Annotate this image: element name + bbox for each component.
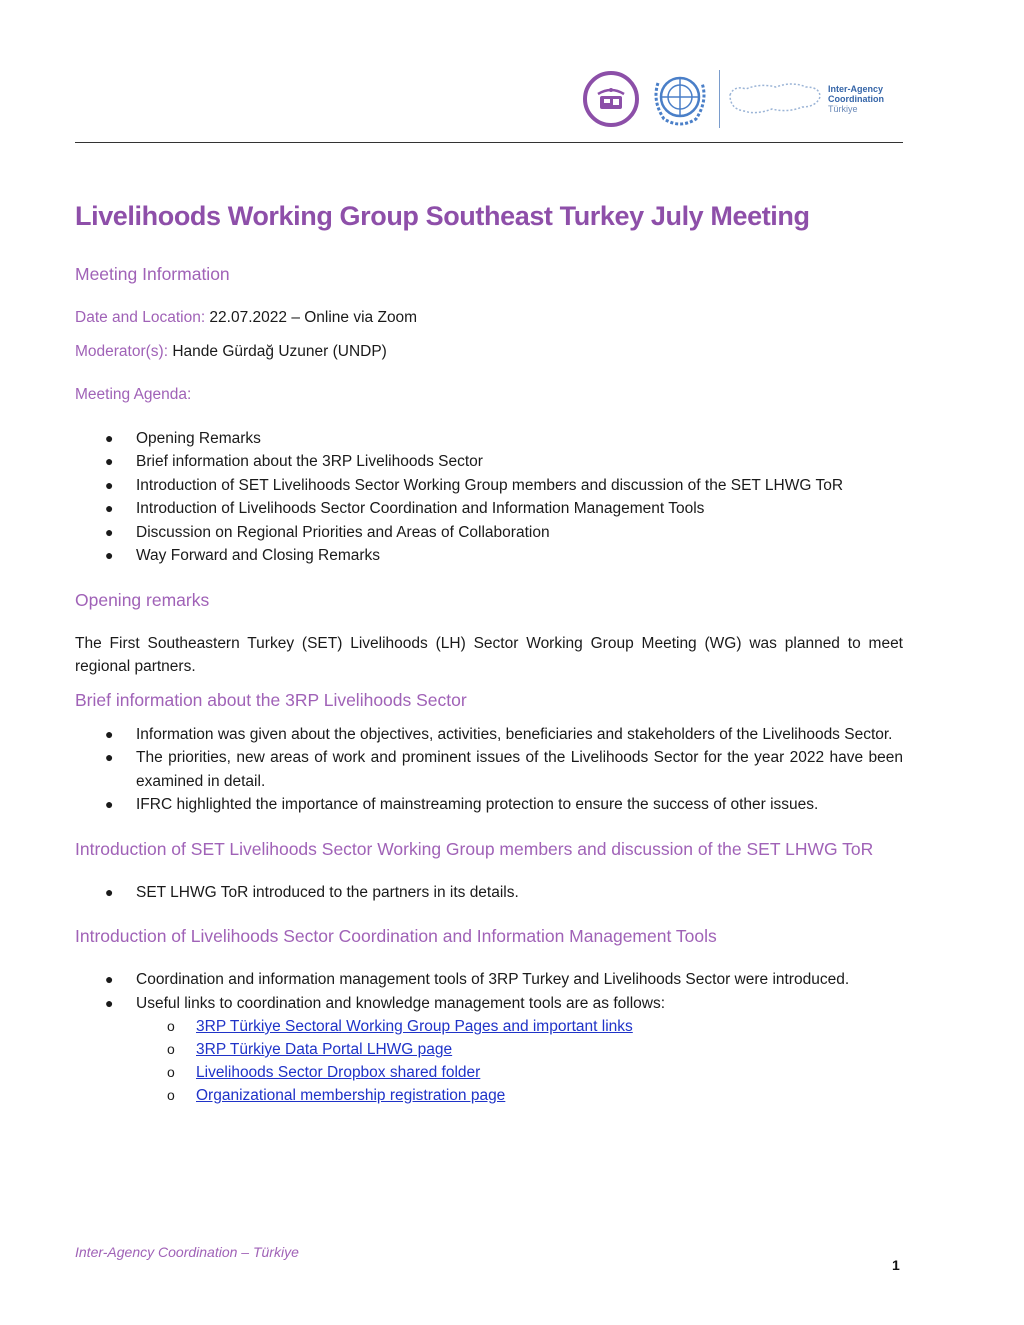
- agenda-heading: Meeting Agenda:: [75, 386, 192, 403]
- date-location-value: 22.07.2022 – Online via Zoom: [205, 309, 418, 326]
- link-sectoral-pages[interactable]: 3RP Türkiye Sectoral Working Group Pages and important links: [196, 1018, 633, 1035]
- bullet-icon: ●: [105, 500, 114, 516]
- brief-info-list: [75, 723, 903, 817]
- bullet-icon: ●: [105, 994, 114, 1011]
- list-item: ● Information was given about the objectives, activities, beneficiaries and stakeholders of the Livelihoods Sector.: [75, 723, 903, 747]
- link-item: [75, 1015, 903, 1038]
- date-location-line: [75, 306, 903, 330]
- moderator-label: Moderator(s):: [75, 342, 169, 360]
- link-membership-registration[interactable]: Organizational membership registration page: [196, 1087, 506, 1104]
- page-number: 1: [892, 1257, 900, 1273]
- bullet-icon: ●: [105, 429, 114, 446]
- list-item: ● Brief information about the 3RP Livelihoods Sector: [75, 450, 903, 474]
- circle-bullet-icon: o: [167, 1018, 175, 1034]
- moderator-line: [75, 340, 903, 364]
- circle-bullet-icon: o: [167, 1087, 175, 1103]
- logo-separator: [719, 70, 720, 128]
- footer-text: Inter-Agency Coordination – Türkiye: [75, 1244, 299, 1260]
- list-item: ● SET LHWG ToR introduced to the partners in its details.: [75, 881, 903, 905]
- bullet-icon: ●: [105, 725, 114, 742]
- bullet-icon: ●: [105, 796, 114, 812]
- circle-bullet-icon: o: [167, 1041, 175, 1057]
- link-dropbox-folder[interactable]: Livelihoods Sector Dropbox shared folder: [196, 1064, 481, 1081]
- document-title: Livelihoods Working Group Southeast Turkey July Meeting: [75, 201, 810, 231]
- intro-set-list: [75, 881, 903, 905]
- list-item: ● Opening Remarks: [75, 427, 903, 451]
- bullet-icon: ●: [105, 476, 114, 493]
- bullet-icon: ●: [105, 971, 114, 987]
- list-item: ● Discussion on Regional Priorities and Areas of Collaboration: [75, 521, 903, 545]
- list-item: ● Introduction of SET Livelihoods Sector Working Group members and discussion of the SET LHWG ToR: [75, 474, 903, 498]
- logo-text-line1: Inter-Agency: [828, 84, 884, 94]
- list-item: ● Introduction of Livelihoods Sector Coordination and Information Management Tools: [75, 497, 903, 521]
- meeting-info-heading: Meeting Information: [75, 264, 230, 284]
- un-emblem-icon: [647, 68, 713, 130]
- list-item: ● The priorities, new areas of work and prominent issues of the Livelihoods Sector for the year 2022 have been examined in detail.: [75, 746, 903, 793]
- opening-remarks-text: The First Southeastern Turkey (SET) Livelihoods (LH) Sector Working Group Meeting (WG) was planned to meet regional partners.: [75, 634, 903, 675]
- logo-text-line3: Türkiye: [828, 104, 858, 114]
- moderator-value: Hande Gürdağ Uzuner (UNDP): [168, 342, 387, 360]
- list-item: ● Useful links to coordination and knowledge management tools are as follows: o 3RP Türkiye Sectoral Working Group Pages and important links o 3RP Türkiye Data Portal LHWG page o Livelihoods Sector Dropbox shared folder o Organizational membership registration page: [75, 992, 903, 1108]
- list-item: ● IFRC highlighted the importance of mainstreaming protection to ensure the success of other issues.: [75, 793, 903, 817]
- list-item: ● Way Forward and Closing Remarks: [75, 544, 903, 568]
- bullet-icon: ●: [105, 453, 114, 469]
- turkiye-map-icon: [726, 74, 826, 124]
- header-logos: [583, 68, 898, 130]
- link-data-portal[interactable]: 3RP Türkiye Data Portal LHWG page: [196, 1041, 453, 1058]
- intro-set-heading: Introduction of SET Livelihoods Sector Working Group members and discussion of the SET LHWG ToR: [75, 838, 874, 859]
- list-item: ● Coordination and information management tools of 3RP Turkey and Livelihoods Sector were introduced.: [75, 968, 903, 992]
- agenda-list: [75, 427, 903, 568]
- header-rule: [75, 142, 903, 143]
- link-item: [75, 1061, 903, 1084]
- bullet-icon: ●: [105, 883, 114, 900]
- intro-tools-heading: Introduction of Livelihoods Sector Coordination and Information Management Tools: [75, 926, 717, 946]
- bullet-icon: ●: [105, 523, 114, 540]
- document-body: [75, 196, 903, 1107]
- intro-tools-list: [75, 968, 903, 1107]
- link-item: [75, 1038, 903, 1061]
- circle-bullet-icon: o: [167, 1064, 175, 1080]
- 3rp-logo-icon: [583, 71, 639, 127]
- useful-links-list: [136, 1015, 903, 1107]
- date-location-label: Date and Location:: [75, 309, 206, 326]
- bullet-icon: ●: [105, 547, 114, 563]
- bullet-icon: ●: [105, 749, 114, 765]
- iac-logo-text: [828, 84, 898, 114]
- opening-remarks-heading: Opening remarks: [75, 589, 210, 610]
- brief-info-heading: Brief information about the 3RP Livelihoods Sector: [75, 689, 467, 710]
- logo-text-line2: Coordination: [828, 94, 884, 104]
- link-item: [75, 1084, 903, 1107]
